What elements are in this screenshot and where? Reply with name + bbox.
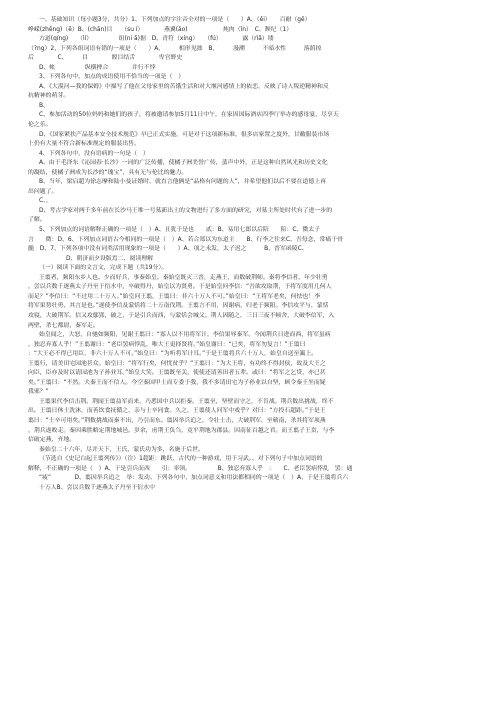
text-line: 信破定燕、齐地。: [28, 437, 76, 444]
text-line: 5、下列加点的词语解释正确的一项是（ ）A、且犹于是也 贰：B、易用七郎以后陪 陪：C、微太子: [39, 227, 321, 234]
text-line: 攻寝，大破荆军。信又攻鄢郢，破之，于是引兵而西，与蒙恬会城父。荆人因随之，三日三夜不顿舍，大破李信军，入: [28, 312, 335, 319]
text-line: 出问题了。: [28, 188, 58, 195]
text-line: ，独忍弃寡人乎！”王翦谢曰：“老臣罢病悖乱，唯大王更择贤将。”始皇谢曰：“已矣，将军勿复言！”王翦曰: [28, 341, 306, 348]
text-line: ，荆兵遂败走。秦因乘胜略定荆地城邑。岁余，虏荆王负刍，竟平荆地为郡县。因南征百越之君。而王翦子王贲，与李: [28, 427, 335, 434]
text-line: 翦曰：“士卒可用矣。”荆数挑战而秦不出，乃引而东。翦因举兵追之，令壮士击，大破荆军，至蕲南，杀其将军项燕: [28, 417, 326, 424]
text-line: 后 C、 目 瞠目结舌 卑官野史: [28, 55, 183, 62]
text-line: 3、下列各句中，加点的成语使用不恰当的一项是（ ）: [39, 74, 185, 81]
text-line: （?ng）2、下列各组词语有错的一项是（ ）A、 相形见拙 B、 漫溯 不暗水性 落荫掠: [28, 45, 322, 52]
text-line: 方道(qíng) （lí） 组(ni ǎ)据 D、青符（xíng） （fú） 露（rìǎ）缕: [39, 36, 274, 43]
text-line: D、朝济而夕设版焉二、阅读理解: [66, 255, 154, 262]
text-line: 十万人B、尝以兵数千逐燕太子丹至于衍水中: [39, 484, 155, 491]
text-line: A、《大漠河—我的保姆》中描写了他在父母家里的苦饿生活和对大堰河感情上的依恋，反映了诗人叛逆精神和反: [39, 83, 329, 90]
text-line: 将军果势壮勇，其言是也。”遂使李信及蒙恬将二十万南伐荆。王翦言不用，因谢病，归老于频阳。李信攻平与，蒙恬: [28, 303, 329, 310]
text-line: 我邪？”: [28, 389, 49, 396]
text-line: B、当年，梁启超为徐志摩和陆小曼证婚时，就直言他俩是“品格有问题的人”，并希望他们以后不要在道德上再: [39, 179, 327, 186]
text-line: D、帐 纵横捭合 并行不悖: [39, 64, 156, 71]
text-line: 抗精神的萌芽。: [28, 93, 70, 100]
text-line: 而足？”李信曰：“不过用二十万人。”始皇问王翦，王翦曰：非六十万人不可。”始皇曰：“王将军老矣，何怯也！李: [28, 293, 321, 300]
text-line: 矣。”王翦曰：“不然。夫秦王而不信人。今空秦国甲士而专委于我，我不多请田宅为子孙业以自坚，顾令秦王坐而疑: [28, 379, 326, 386]
text-line: 一、基础知识（每小题3分，共分）1、下列加点的字注音全对的一项是（ ）A、（ěi） 百耐（gē）: [39, 17, 311, 23]
text-line: B、: [39, 102, 49, 109]
text-line: 伦之乐。: [28, 122, 52, 129]
text-line: C、参加活动的50位妈妈和她们的孩子，将被邀请参加5月11日中午，在家因国际酒店四季厅举办的感母宴，尽享天: [39, 112, 339, 119]
text-line: ：“大王必不得已用臣，非六十万人不可。”始皇曰：“为听将军计耳。”于是王翦将兵六十万人，始皇自送至灞上。: [28, 351, 318, 358]
text-line: 峥嵘(zhēng)（ē）B、(chān)目 （su í） 燕翼(ǎo) 炖肉（ǐn） C、颓纪（1）: [28, 26, 293, 33]
text-line: （一）阅读下面的文言文，完成下题（共19分）。: [39, 265, 168, 272]
text-line: 向臣，臣亦及时以请园池为子孙业耳。”始皇大笑。王翦既至关，使使还请善田者五辈。或曰：“将军之乞贷，亦已甚: [28, 370, 326, 377]
text-line: 始皇闻之，大怒，自驰如频阳，见谢王翦曰：“寡人以不用将军计，李信果辱秦军。今闻荆兵日进而西，将军虽病: [39, 332, 331, 339]
text-line: 秦始皇二十六年，尽并天下，王氏、蒙氏功为多，名施于后世。: [39, 446, 204, 453]
text-line: D、考古学家对两千多年前在长沙马王堆一号墓新出土的文物进行了多方面的研究，对墓主所处时代有了进一步的: [39, 207, 333, 214]
text-line: 了解。: [28, 217, 46, 224]
text-line: C、，: [39, 198, 52, 205]
text-line: A、由于毛泽东《沁园春·长沙》一词的广泛传播，使橘子洲美誉广传，蜚声中外，正是这种自然风光和历史文化: [39, 160, 328, 167]
text-line: 王翦果代李信击荆。荆闻王翦益军而来，乃悉国中兵以拒秦。王翦至，坚壁而守之，不肯战。荆兵数出挑战，终不: [39, 398, 334, 405]
text-line: 的凝结，使橘子洲成为长沙的“瑰宝”，具有无与伦比的魅力。: [28, 169, 188, 176]
text-line: 解释，不正确的一项是（ ）A、于是引兵而西 引：率领。 B、独忍弃寡人乎 ： C、老臣罢病悖乱 罢：通: [28, 465, 353, 472]
text-line: D、《国家紧扶产品基本安全技术规范》早已正式实施，可是对于这项新标准，很多店家置之度外，甘敝服装市场: [39, 131, 330, 138]
text-line: 髓 D、7、下列各项中没有词类活用现象的一项是（ ）A、项之未发，太子迟之 B、晋军函陵C、: [28, 246, 308, 253]
text-line: 言 微：D、6、下列加点词语古今相同的一项是（ ）A、若合郑以为东道主 B、行李之往来C、吾每念，常痛于骨: [28, 236, 343, 243]
text-line: ，尝以兵数千逐燕太子丹至于衍水中，卒破得丹，始皇以为贤勇。于是始皇问李信：“吾欲攻取荆，于将军度用几何人: [28, 284, 332, 291]
text-line: （节选自《史记白起王翦列传》）（注）1超距：跳跃，古代的一种游戏，用于习武。、对下列句子中加点词语的: [39, 456, 323, 463]
text-line: 4、下列各句中，没有语病的一句是（ ）: [39, 150, 149, 157]
text-line: 上仍有大量不符合新标准规定的服装出售。: [28, 141, 140, 148]
text-line: 王翦者，频阳东乡人也。少而好兵，事秦始皇。秦始皇既灭三晋，走燕王，而数破荆师。秦将李信者，年少壮勇: [39, 274, 328, 281]
text-line: 王翦行，请美田宅园池甚众。始皇曰：“将军行矣，何忧贫乎？”王翦曰：“为大王将，有功终不得封侯，故及大王之: [28, 360, 326, 367]
text-line: “疲” D、翦因举兵追之 举：发动。下列各句中，加点词意义和用法都相同的一项是（ ）A、于是王翦将兵六: [39, 475, 349, 482]
text-line: 两壁，杀七都尉，秦军走。: [28, 322, 99, 329]
text-line: 出。王翦日休士洗沐，而善饮食抚循之，亲与士卒同食。久之，王翦使人问军中戏乎？对曰：“方投石超距。”于是王: [28, 408, 326, 415]
